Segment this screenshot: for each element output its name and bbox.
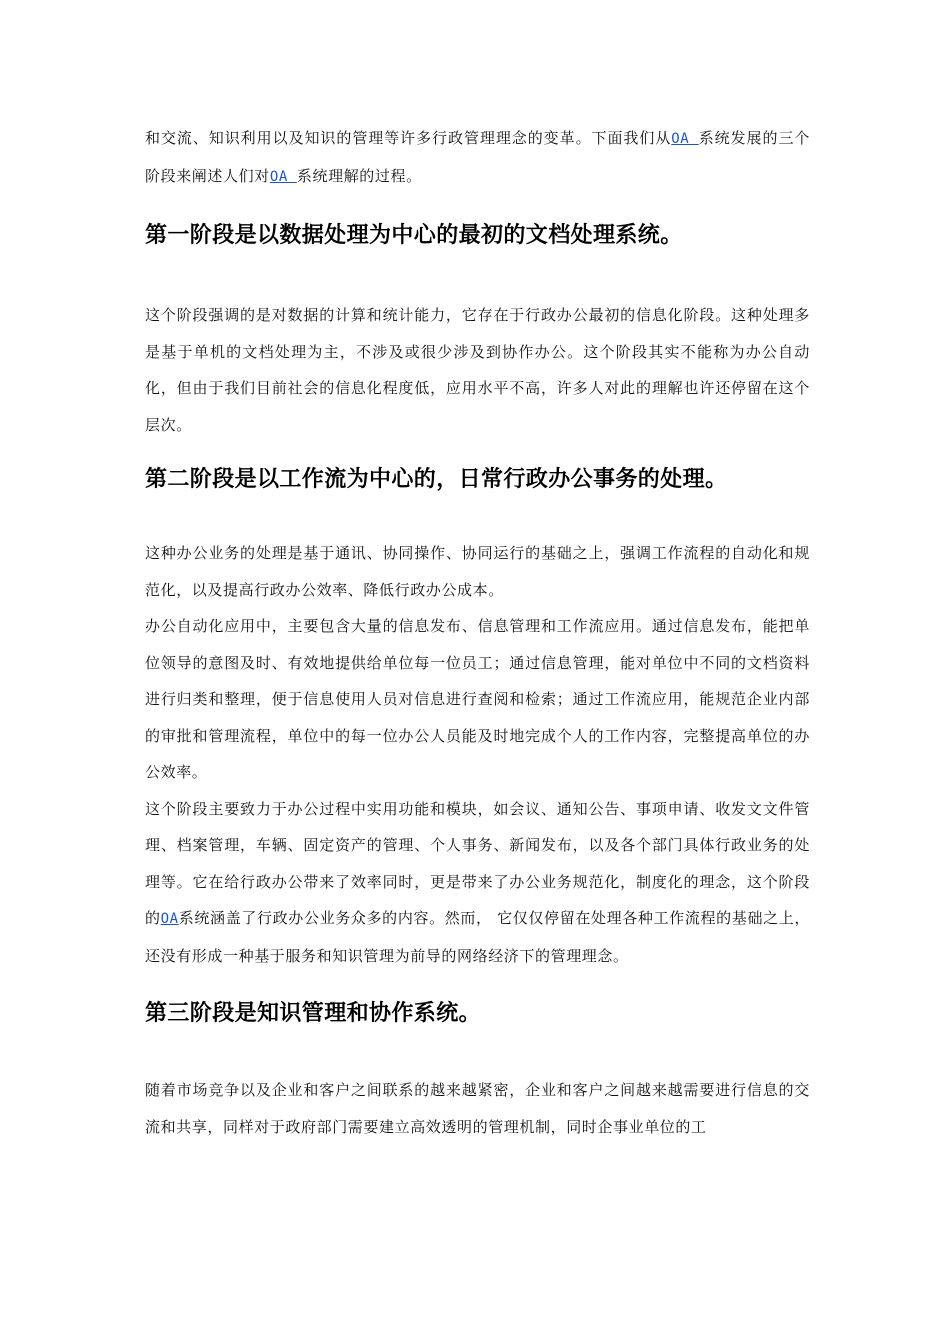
stage-1-heading: 第一阶段是以数据处理为中心的最初的文档处理系统。 (145, 223, 683, 248)
stage-2-text-2: 系统涵盖了行政办公业务众多的内容。然而， 它仅仅停留在处理各种工作流程的基础之上，还没有形成一种基于服务和知识管理为前导的网络经济下的管理理念。 (145, 909, 810, 965)
intro-text-3: 系统理解的过程。 (296, 166, 422, 185)
intro-text-1: 和交流、知识利用以及知识的管理等许多行政管理理念的变革。下面我们从 (145, 129, 672, 147)
stage-1-paragraph: 这个阶段强调的是对数据的计算和统计能力，它存在于行政办公最初的信息化阶段。这种处理多是基于单机的文档处理为主，不涉及或很少涉及到协作办公。这个阶段其实不能称为办公自动化，但由于我们目前社会的信息化程度低，应用水平不高，许多人对此的理解也许还停留在这个层次。 (145, 306, 810, 434)
oa-link[interactable]: OA (671, 131, 699, 147)
stage-2-text-1: 这个阶段主要致力于办公过程中实用功能和模块，如会议、通知公告、事项申请、收发文文件管理、档案管理，车辆、固定资产的管理、个人事务、新闻发布，以及各个部门具体行政业务的处理等。它在给行政办公带来了效率同时，更是带来了办公业务规范化，制度化的理念，这个阶段的 (145, 799, 810, 927)
stage-3-paragraph: 随着市场竞争以及企业和客户之间联系的越来越紧密，企业和客户之间越来越需要进行信息的交流和共享，同样对于政府部门需要建立高效透明的管理机制，同时企事业单位的工 (145, 1081, 810, 1136)
intro-text-2: 系统发展的三个阶段来阐述人们对 (145, 129, 810, 185)
stage-2-paragraph-b: 办公自动化应用中，主要包含大量的信息发布、信息管理和工作流应用。通过信息发布，能把单位领导的意图及时、有效地提供给单位每一位员工；通过信息管理，能对单位中不同的文档资料进行归类和整理，便于信息使用人员对信息进行查阅和检索；通过工作流应用，能规范企业内部的审批和管理流程，单位中的每一位办公人员能及时地完成个人的工作内容，完整提高单位的办公效率。 (145, 617, 810, 781)
oa-link[interactable]: OA (160, 911, 179, 927)
stage-2-paragraph-a: 这种办公业务的处理是基于通讯、协同操作、协同运行的基础之上，强调工作流程的自动化和规范化，以及提高行政办公效率、降低行政办公成本。 (145, 544, 810, 599)
oa-link[interactable]: OA (269, 168, 297, 185)
document-page (145, 120, 810, 1145)
stage-2-heading: 第二阶段是以工作流为中心的，日常行政办公事务的处理。 (145, 467, 728, 492)
stage-3-heading: 第三阶段是知识管理和协作系统。 (145, 1001, 482, 1026)
stage-2-paragraph-c (145, 791, 810, 975)
intro-paragraph (145, 120, 810, 195)
